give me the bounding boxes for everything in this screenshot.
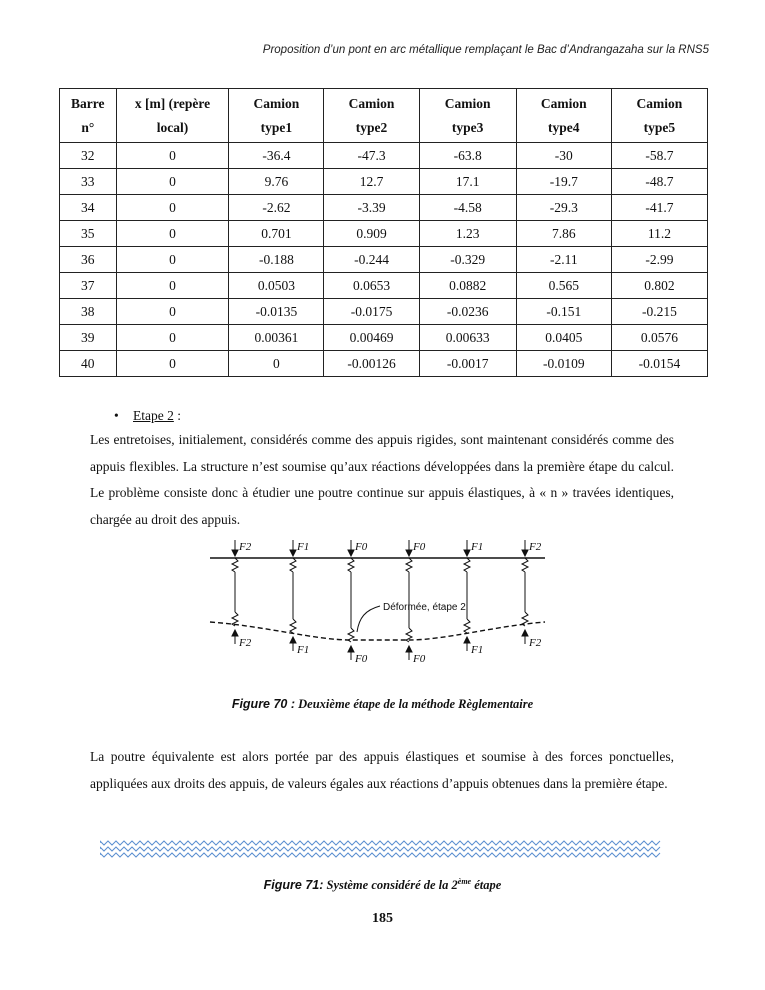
table-cell: -2.11 bbox=[516, 247, 611, 273]
table-cell: 0.909 bbox=[324, 221, 419, 247]
column-header: x [m] (repère local) bbox=[116, 89, 229, 143]
table-cell: 0.701 bbox=[229, 221, 324, 247]
table-row bbox=[60, 325, 708, 351]
bottom-force-label: F1 bbox=[297, 644, 310, 656]
table-row bbox=[60, 247, 708, 273]
bottom-force-label: F0 bbox=[355, 653, 368, 665]
table-cell: -36.4 bbox=[229, 143, 324, 169]
column-header: Camion type3 bbox=[419, 89, 516, 143]
table-cell: 0.565 bbox=[516, 273, 611, 299]
figure-71-spring-row bbox=[100, 840, 663, 858]
table-cell: 37 bbox=[60, 273, 117, 299]
table-cell: -29.3 bbox=[516, 195, 611, 221]
table-cell: 12.7 bbox=[324, 169, 419, 195]
bottom-force-label: F2 bbox=[239, 637, 252, 649]
table-cell: 0.0882 bbox=[419, 273, 516, 299]
top-force-label: F2 bbox=[239, 541, 252, 553]
column-header: Barre n° bbox=[60, 89, 117, 143]
table-cell: -0.0017 bbox=[419, 351, 516, 377]
table-row bbox=[60, 143, 708, 169]
page-number: 185 bbox=[372, 911, 393, 926]
paragraph-equivalent-beam: La poutre équivalente est alors portée par des appuis élastiques et soumise à des forces ponctuelles, appliquées aux droits des appuis, de valeurs égales aux réactions d’appuis obtenues dans la première étape. bbox=[90, 749, 674, 791]
table-cell: 0.00633 bbox=[419, 325, 516, 351]
table-cell: 32 bbox=[60, 143, 117, 169]
table-cell: 17.1 bbox=[419, 169, 516, 195]
table-row bbox=[60, 273, 708, 299]
table-row bbox=[60, 221, 708, 247]
table-cell: -41.7 bbox=[611, 195, 707, 221]
column-header: Camion type5 bbox=[611, 89, 707, 143]
table-cell: 0.0405 bbox=[516, 325, 611, 351]
table-cell: 34 bbox=[60, 195, 117, 221]
table-cell: 0 bbox=[116, 351, 229, 377]
table-cell: 0 bbox=[116, 247, 229, 273]
table-cell: 40 bbox=[60, 351, 117, 377]
table-cell: -0.00126 bbox=[324, 351, 419, 377]
column-header: Camion type2 bbox=[324, 89, 419, 143]
column-header: Camion type1 bbox=[229, 89, 324, 143]
table-cell: -0.0135 bbox=[229, 299, 324, 325]
table-cell: 36 bbox=[60, 247, 117, 273]
bullet-dot: • bbox=[114, 408, 119, 423]
table-cell: -2.62 bbox=[229, 195, 324, 221]
table-cell: 0.802 bbox=[611, 273, 707, 299]
top-force-label: F0 bbox=[413, 541, 426, 553]
table-cell: -0.151 bbox=[516, 299, 611, 325]
step-2-bullet bbox=[114, 408, 181, 424]
table-cell: 39 bbox=[60, 325, 117, 351]
table-cell: 0 bbox=[229, 351, 324, 377]
figure-70-diagram bbox=[205, 536, 550, 676]
table-cell: -0.244 bbox=[324, 247, 419, 273]
top-force-label: F2 bbox=[529, 541, 542, 553]
table-cell: 7.86 bbox=[516, 221, 611, 247]
top-force-label: F1 bbox=[297, 541, 310, 553]
bullet-label: Etape 2 bbox=[133, 408, 174, 423]
table-row bbox=[60, 169, 708, 195]
table-cell: 9.76 bbox=[229, 169, 324, 195]
table-cell: 0 bbox=[116, 273, 229, 299]
table-cell: -48.7 bbox=[611, 169, 707, 195]
table-cell: 0 bbox=[116, 195, 229, 221]
table-cell: 0 bbox=[116, 299, 229, 325]
page-header: Proposition d’un pont en arc métallique remplaçant le Bac d’Andrangazaha sur la RNS5 bbox=[262, 44, 709, 56]
table-cell: -0.329 bbox=[419, 247, 516, 273]
table-cell: -3.39 bbox=[324, 195, 419, 221]
table-cell: -0.0236 bbox=[419, 299, 516, 325]
deformation-annotation: Déformée, étape 2 bbox=[383, 602, 466, 613]
table-cell: 11.2 bbox=[611, 221, 707, 247]
table-cell: 0.0576 bbox=[611, 325, 707, 351]
table-cell: -0.0154 bbox=[611, 351, 707, 377]
paragraph-step2: Les entretoises, initialement, considérés comme des appuis rigides, sont maintenant considérés comme des appuis flexibles. La structure n’est soumise qu’aux réactions développées dans la première étape du calcul. Le problème consiste donc à étudier une poutre continue sur appuis élastiques, à « n » travées identiques, chargée au droit des appuis. bbox=[90, 432, 674, 527]
bottom-force-label: F0 bbox=[413, 653, 426, 665]
table-cell: -58.7 bbox=[611, 143, 707, 169]
table-cell: -63.8 bbox=[419, 143, 516, 169]
table-row bbox=[60, 195, 708, 221]
table-cell: 0.00469 bbox=[324, 325, 419, 351]
reaction-table bbox=[59, 88, 708, 377]
table-cell: 0 bbox=[116, 143, 229, 169]
table-cell: 0.00361 bbox=[229, 325, 324, 351]
table-cell: 33 bbox=[60, 169, 117, 195]
table-cell: -0.215 bbox=[611, 299, 707, 325]
column-header: Camion type4 bbox=[516, 89, 611, 143]
table-row bbox=[60, 351, 708, 377]
figure-70-caption: Figure 70 : Deuxième étape de la méthode Règlementaire bbox=[231, 697, 534, 711]
table-cell: -47.3 bbox=[324, 143, 419, 169]
table-cell: 0 bbox=[116, 169, 229, 195]
table-header-row bbox=[60, 89, 708, 143]
table-cell: -2.99 bbox=[611, 247, 707, 273]
table-cell: -30 bbox=[516, 143, 611, 169]
table-cell: -4.58 bbox=[419, 195, 516, 221]
table-cell: 1.23 bbox=[419, 221, 516, 247]
table-cell: 0.0653 bbox=[324, 273, 419, 299]
bullet-suffix: : bbox=[173, 408, 181, 423]
bottom-force-label: F1 bbox=[471, 644, 484, 656]
table-cell: -0.188 bbox=[229, 247, 324, 273]
table-cell: 0 bbox=[116, 221, 229, 247]
figure-71-caption: Figure 71: Système considéré de la 2ème étape bbox=[263, 877, 502, 893]
table-cell: -0.0109 bbox=[516, 351, 611, 377]
table-cell: 0 bbox=[116, 325, 229, 351]
table-cell: -19.7 bbox=[516, 169, 611, 195]
top-force-label: F0 bbox=[355, 541, 368, 553]
table-cell: 38 bbox=[60, 299, 117, 325]
table-row bbox=[60, 299, 708, 325]
top-force-label: F1 bbox=[471, 541, 484, 553]
table-cell: 0.0503 bbox=[229, 273, 324, 299]
table-cell: -0.0175 bbox=[324, 299, 419, 325]
table-cell: 35 bbox=[60, 221, 117, 247]
bottom-force-label: F2 bbox=[529, 637, 542, 649]
